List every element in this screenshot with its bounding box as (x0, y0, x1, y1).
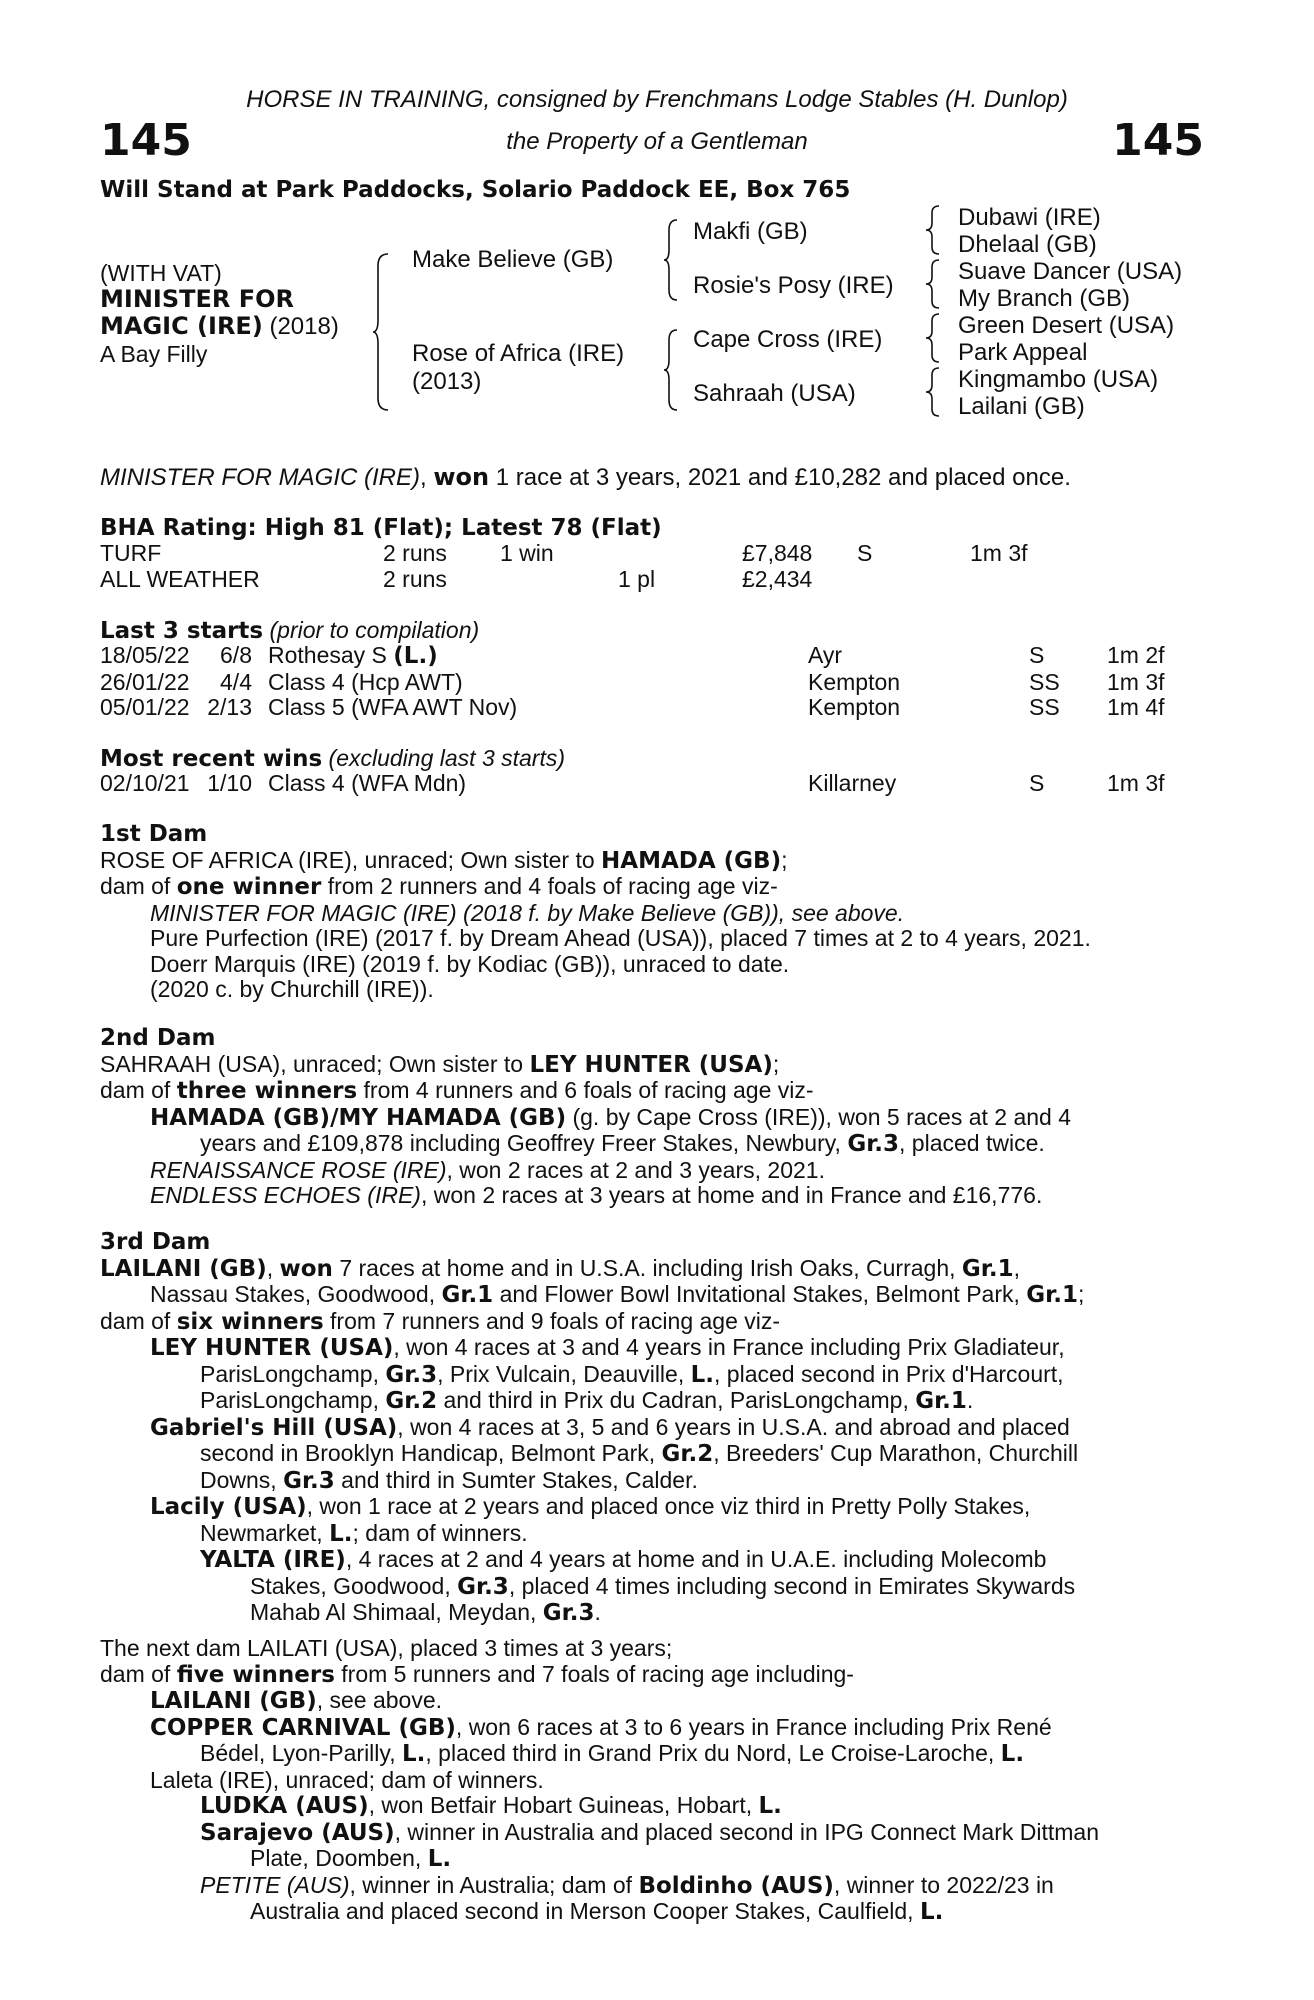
text: , won 2 races at 2 and 3 years, 2021. (446, 1156, 825, 1183)
ancestor-1: Dubawi (IRE) (958, 204, 1101, 231)
foal-entry (100, 1158, 1210, 1184)
text: , placed second in Prix d'Harcourt, (714, 1360, 1064, 1387)
foal-entry-cont (100, 1388, 1210, 1415)
recent-wins-note: (excluding last 3 starts) (322, 745, 566, 771)
start-going: SS (1029, 694, 1060, 720)
next-dam-section (100, 1636, 1210, 1926)
grandfoal-entry (100, 1793, 1210, 1820)
text: ; (772, 1050, 780, 1077)
start-row (100, 695, 1165, 721)
consignor-line: HORSE IN TRAINING, consigned by Frenchmans Lodge Stables (H. Dunlop) (246, 86, 1068, 113)
start-position: 4/4 (220, 668, 252, 695)
italic-name: PETITE (AUS) (200, 1871, 350, 1898)
grade: Gr.1 (915, 1388, 967, 1414)
horse-name-line1: MINISTER FOR (100, 285, 294, 313)
start-going: SS (1029, 668, 1060, 695)
text: from 5 runners and 7 foals of racing age including- (334, 1660, 854, 1687)
rating-surface: ALL WEATHER (100, 565, 260, 592)
bold-word: won (279, 1255, 333, 1282)
italic-name: RENAISSANCE ROSE (IRE) (150, 1156, 447, 1183)
pedigree-bracket-g1 (925, 204, 941, 256)
start-date: 26/01/22 (100, 668, 190, 695)
recent-wins-title: Most recent wins (100, 746, 323, 772)
sire-name: Make Believe (GB) (412, 246, 614, 273)
foal-entry-cont (100, 1521, 1210, 1548)
grade: Gr.1 (441, 1282, 494, 1308)
horse-name-part: MAGIC (IRE) (100, 312, 263, 340)
first-dam-line (100, 874, 1210, 901)
start-row (100, 670, 1165, 696)
dam-name: Rose of Africa (IRE) (412, 340, 625, 367)
text: , Prix Vulcain, Deauville, (437, 1360, 691, 1387)
grandfoal-entry-cont (100, 1574, 1210, 1601)
win-position: 1/10 (207, 770, 252, 796)
text: ParisLongchamp, (200, 1360, 386, 1387)
rating-distance: 1m 3f (970, 540, 1028, 566)
pedigree-bracket-g4 (925, 366, 941, 418)
text: , winner in Australia; dam of (349, 1871, 639, 1898)
text: Nassau Stakes, Goodwood, (150, 1281, 442, 1307)
start-course: Kempton (808, 694, 901, 720)
last-starts-title: Last 3 starts (100, 618, 264, 644)
text: , placed twice. (899, 1130, 1045, 1156)
text: , won 1 race at 2 years and placed once viz third in Pretty Polly Stakes, (306, 1493, 1031, 1519)
pedigree-bracket-g3 (925, 312, 941, 364)
bold-name: Boldinho (AUS) (638, 1872, 834, 1899)
foal-entry (100, 1335, 1210, 1362)
lot-number-left: 145 (100, 115, 192, 166)
foal-entry (100, 1183, 1210, 1209)
grade: Gr.2 (385, 1388, 438, 1414)
text: second in Brooklyn Handicap, Belmont Park, (200, 1440, 662, 1466)
rating-table (100, 541, 1028, 592)
next-dam-line (100, 1662, 1210, 1689)
property-line: the Property of a Gentleman (506, 128, 808, 155)
foal-entry: Doerr Marquis (IRE) (2019 f. by Kodiac (GB)), unraced to date. (150, 950, 790, 977)
last-starts-note: (prior to compilation) (263, 617, 480, 643)
win-row (100, 771, 1165, 797)
grandfoal-entry-cont (100, 1899, 1210, 1926)
bold-name: one winner (176, 874, 322, 900)
text: (g. by Cape Cross (IRE)), won 5 races at 2 and 4 (566, 1103, 1072, 1130)
vat-note: (WITH VAT) (100, 260, 222, 286)
text: Mahab Al Shimaal, Meydan, (250, 1599, 543, 1625)
text: from 4 runners and 6 foals of racing age viz- (357, 1077, 814, 1103)
race-summary: MINISTER FOR MAGIC (IRE), won 1 race at 3 years, 2021 and £10,282 and placed once. (100, 463, 1071, 491)
rating-prize: £2,434 (742, 565, 813, 592)
text: from 7 runners and 9 foals of racing age viz- (323, 1307, 781, 1334)
first-dam-heading: 1st Dam (100, 821, 208, 847)
start-going: S (1029, 642, 1045, 668)
text: and third in Prix du Cadran, ParisLongchamp, (437, 1387, 916, 1413)
text: . (966, 1387, 974, 1413)
text: , see above. (316, 1687, 443, 1713)
win-race: Class 4 (WFA Mdn) (268, 770, 467, 796)
second-dam-section (100, 1026, 1210, 1209)
foal-entry (100, 1105, 1210, 1132)
text: , (1013, 1254, 1020, 1281)
text: dam of (100, 873, 177, 899)
text: ParisLongchamp, (200, 1387, 386, 1413)
recent-wins-heading (100, 745, 565, 772)
foal-entry-cont (100, 1741, 1210, 1768)
bold-word: six winners (176, 1308, 324, 1335)
rating-going: S (857, 540, 873, 566)
grandfoal-entry-cont (100, 1846, 1210, 1873)
rating-runs: 2 runs (383, 565, 447, 592)
ancestor-5: Green Desert (USA) (958, 312, 1175, 339)
bold-name: Sarajevo (AUS) (200, 1819, 395, 1846)
rating-going (857, 567, 970, 593)
foal-entry (100, 1688, 1210, 1715)
rating-row-all-weather (100, 567, 1028, 593)
third-dam-line (100, 1282, 1210, 1309)
rating-wins: 1 win (500, 540, 554, 566)
italic-name: ENDLESS ECHOES (IRE) (150, 1182, 421, 1208)
foal-entry-cont (100, 1441, 1210, 1468)
win-course: Killarney (808, 770, 897, 796)
text: , won 4 races at 3, 5 and 6 years in U.S.A. and abroad and placed (397, 1413, 1070, 1440)
ancestor-7: Kingmambo (USA) (958, 366, 1159, 393)
grade: Gr.3 (847, 1131, 900, 1157)
grade: Gr.3 (457, 1573, 509, 1600)
start-distance: 1m 3f (1107, 668, 1165, 695)
text: ROSE OF AFRICA (IRE), unraced; Own sister to (100, 846, 602, 873)
bold-name: YALTA (IRE) (200, 1547, 346, 1573)
grandfoal-entry (100, 1547, 1210, 1574)
third-dam-line (100, 1309, 1210, 1336)
ancestor-6: Park Appeal (958, 339, 1088, 366)
bold-name: HAMADA (GB)/MY HAMADA (GB) (150, 1104, 567, 1131)
start-race-grade: (L.) (393, 643, 438, 669)
grade: L. (427, 1846, 452, 1872)
bold-name: Lacily (USA) (150, 1494, 307, 1520)
third-dam-section (100, 1230, 1210, 1627)
foal-entry-cont (100, 1468, 1210, 1495)
text: Plate, Doomben, (250, 1845, 428, 1871)
last-starts-heading (100, 617, 479, 644)
rating-wins (500, 567, 618, 593)
bold-name: LAILANI (GB) (150, 1688, 317, 1714)
foal-entry-cont (100, 1131, 1210, 1158)
start-date: 18/05/22 (100, 642, 190, 668)
grade: L. (690, 1361, 715, 1388)
foal-entry: MINISTER FOR MAGIC (IRE) (2018 f. by Make Believe (GB)), see above. (150, 899, 905, 926)
start-distance: 1m 2f (1107, 642, 1165, 668)
text: dam of (100, 1077, 177, 1103)
rating-places: 1 pl (618, 565, 656, 592)
text: , winner to 2022/23 in (833, 1871, 1054, 1898)
grade: L. (758, 1793, 782, 1819)
sire-sire-name: Makfi (GB) (693, 218, 808, 245)
grade: L. (1000, 1741, 1025, 1767)
text: . (594, 1599, 601, 1625)
text: from 2 runners and 4 foals of racing age viz- (321, 873, 778, 899)
grade: L. (401, 1741, 426, 1767)
text: Australia and placed second in Merson Cooper Stakes, Caulfield, (250, 1898, 920, 1924)
text: and Flower Bowl Invitational Stakes, Belmont Park, (493, 1281, 1027, 1307)
dam-dam-name: Sahraah (USA) (693, 380, 856, 407)
start-course: Ayr (808, 642, 843, 668)
foal-entry (100, 1415, 1210, 1442)
grandfoal-entry (100, 1820, 1210, 1847)
grade: Gr.1 (1026, 1282, 1078, 1308)
start-position: 2/13 (207, 694, 252, 720)
bold-name: HAMADA (GB) (601, 847, 782, 874)
text: dam of (100, 1307, 177, 1334)
bold-name: Gabriel's Hill (USA) (150, 1414, 398, 1441)
rating-row-turf (100, 541, 1028, 567)
third-dam-line (100, 1256, 1210, 1283)
text: , won 6 races at 3 to 6 years in France including Prix René (455, 1713, 1052, 1740)
bold-name: LEY HUNTER (USA) (150, 1335, 394, 1361)
grade: Gr.3 (542, 1600, 595, 1626)
summary-won: won (433, 463, 490, 491)
bold-name: COPPER CARNIVAL (GB) (150, 1714, 456, 1741)
text: years and £109,878 including Geoffrey Freer Stakes, Newbury, (200, 1130, 848, 1156)
first-dam-line (100, 848, 1210, 875)
rating-surface: TURF (100, 540, 162, 566)
start-position: 6/8 (220, 642, 252, 668)
start-distance: 1m 4f (1107, 694, 1165, 720)
grade: L. (919, 1899, 944, 1925)
text: ; (781, 846, 788, 873)
ancestor-2: Dhelaal (GB) (958, 231, 1097, 258)
text: 7 races at home and in U.S.A. including Irish Oaks, Curragh, (332, 1254, 962, 1281)
grandfoal-entry (100, 1873, 1210, 1900)
second-dam-line (100, 1078, 1210, 1105)
text: , winner in Australia and placed second in IPG Connect Mark Dittman (394, 1818, 1100, 1845)
summary-detail: 1 race at 3 years, 2021 and £10,282 and placed once. (489, 464, 1071, 491)
win-going: S (1029, 770, 1045, 796)
text: , won 2 races at 3 years at home and in France and £16,776. (420, 1182, 1043, 1208)
rating-runs: 2 runs (383, 540, 447, 566)
recent-wins-table (100, 771, 1165, 797)
foal-entry: (2020 c. by Churchill (IRE)). (150, 976, 434, 1002)
grade: Gr.3 (283, 1467, 335, 1494)
text: ; dam of winners. (352, 1519, 528, 1546)
rating-prize: £7,848 (742, 540, 813, 566)
ancestor-3: Suave Dancer (USA) (958, 258, 1183, 285)
pedigree-bracket-main (372, 252, 390, 412)
dam-year: (2013) (412, 368, 482, 395)
start-course: Kempton (808, 668, 901, 695)
grade: Gr.3 (385, 1361, 438, 1388)
foal-entry: Pure Purfection (IRE) (2017 f. by Dream Ahead (USA)), placed 7 times at 2 to 4 years, 2021. (150, 925, 1091, 951)
win-distance: 1m 3f (1107, 770, 1165, 796)
foal-entry-cont (100, 1362, 1210, 1389)
stand-location: Will Stand at Park Paddocks, Solario Paddock EE, Box 765 (100, 177, 851, 203)
grandfoal-entry-cont (100, 1600, 1210, 1627)
win-date: 02/10/21 (100, 770, 190, 796)
sire-dam-name: Rosie's Posy (IRE) (693, 272, 894, 299)
last-starts-table (100, 643, 1165, 721)
text: Newmarket, (200, 1519, 330, 1546)
summary-horse-name: MINISTER FOR MAGIC (IRE) (100, 464, 420, 491)
rating-places (618, 541, 742, 567)
text: SAHRAAH (USA), unraced; Own sister to (100, 1050, 530, 1077)
start-race (268, 643, 808, 670)
text: , 4 races at 2 and 4 years at home and in U.A.E. including Molecomb (345, 1546, 1047, 1572)
foal-entry: Laleta (IRE), unraced; dam of winners. (150, 1766, 544, 1793)
text: , Breeders' Cup Marathon, Churchill (713, 1440, 1079, 1466)
grade: Gr.1 (961, 1255, 1014, 1282)
horse-name-line2 (100, 313, 339, 340)
text: , won 4 races at 3 and 4 years in France including Prix Gladiateur, (393, 1334, 1065, 1360)
text: , won Betfair Hobart Guineas, Hobart, (368, 1792, 759, 1818)
pedigree-bracket-sire (663, 218, 679, 302)
ancestor-8: Lailani (GB) (958, 393, 1085, 420)
bold-name: LEY HUNTER (USA) (529, 1051, 773, 1078)
text: ; (1077, 1281, 1085, 1307)
text: dam of (100, 1660, 177, 1687)
start-date: 05/01/22 (100, 694, 190, 720)
grade: L. (329, 1520, 353, 1547)
pedigree-bracket-g2 (925, 258, 941, 310)
dam-sire-name: Cape Cross (IRE) (693, 326, 883, 353)
start-race-name: Rothesay S (268, 642, 394, 668)
text: Bédel, Lyon-Parilly, (200, 1740, 402, 1766)
horse-description: A Bay Filly (100, 341, 208, 367)
bold-name: LUDKA (AUS) (200, 1793, 369, 1819)
horse-year: (2018) (262, 313, 339, 340)
second-dam-heading: 2nd Dam (100, 1025, 216, 1051)
bold-name: three winners (176, 1078, 358, 1104)
second-dam-line (100, 1052, 1210, 1079)
third-dam-heading: 3rd Dam (100, 1229, 211, 1255)
ancestor-4: My Branch (GB) (958, 285, 1131, 312)
first-dam-section (100, 822, 1210, 1003)
bold-name: LAILANI (GB) (100, 1255, 267, 1282)
text: , placed third in Grand Prix du Nord, Le Croise-Laroche, (425, 1740, 1001, 1766)
text: , placed 4 times including second in Emirates Skywards (508, 1572, 1076, 1599)
lot-number-right: 145 (1112, 115, 1204, 166)
next-dam-line: The next dam LAILATI (USA), placed 3 times at 3 years; (100, 1635, 673, 1661)
text: and third in Sumter Stakes, Calder. (334, 1466, 698, 1493)
bold-word: five winners (176, 1661, 335, 1688)
text: Downs, (200, 1466, 284, 1493)
foal-entry (100, 1494, 1210, 1521)
bha-rating-heading: BHA Rating: High 81 (Flat); Latest 78 (Flat) (100, 515, 662, 541)
rating-distance (970, 567, 1028, 593)
foal-entry (100, 1715, 1210, 1742)
start-race: Class 4 (Hcp AWT) (268, 668, 463, 695)
start-row (100, 643, 1165, 670)
text: Stakes, Goodwood, (250, 1572, 458, 1599)
pedigree-bracket-dam (663, 328, 679, 412)
grade: Gr.2 (661, 1441, 714, 1467)
text: , (266, 1254, 280, 1281)
start-race: Class 5 (WFA AWT Nov) (268, 694, 518, 720)
